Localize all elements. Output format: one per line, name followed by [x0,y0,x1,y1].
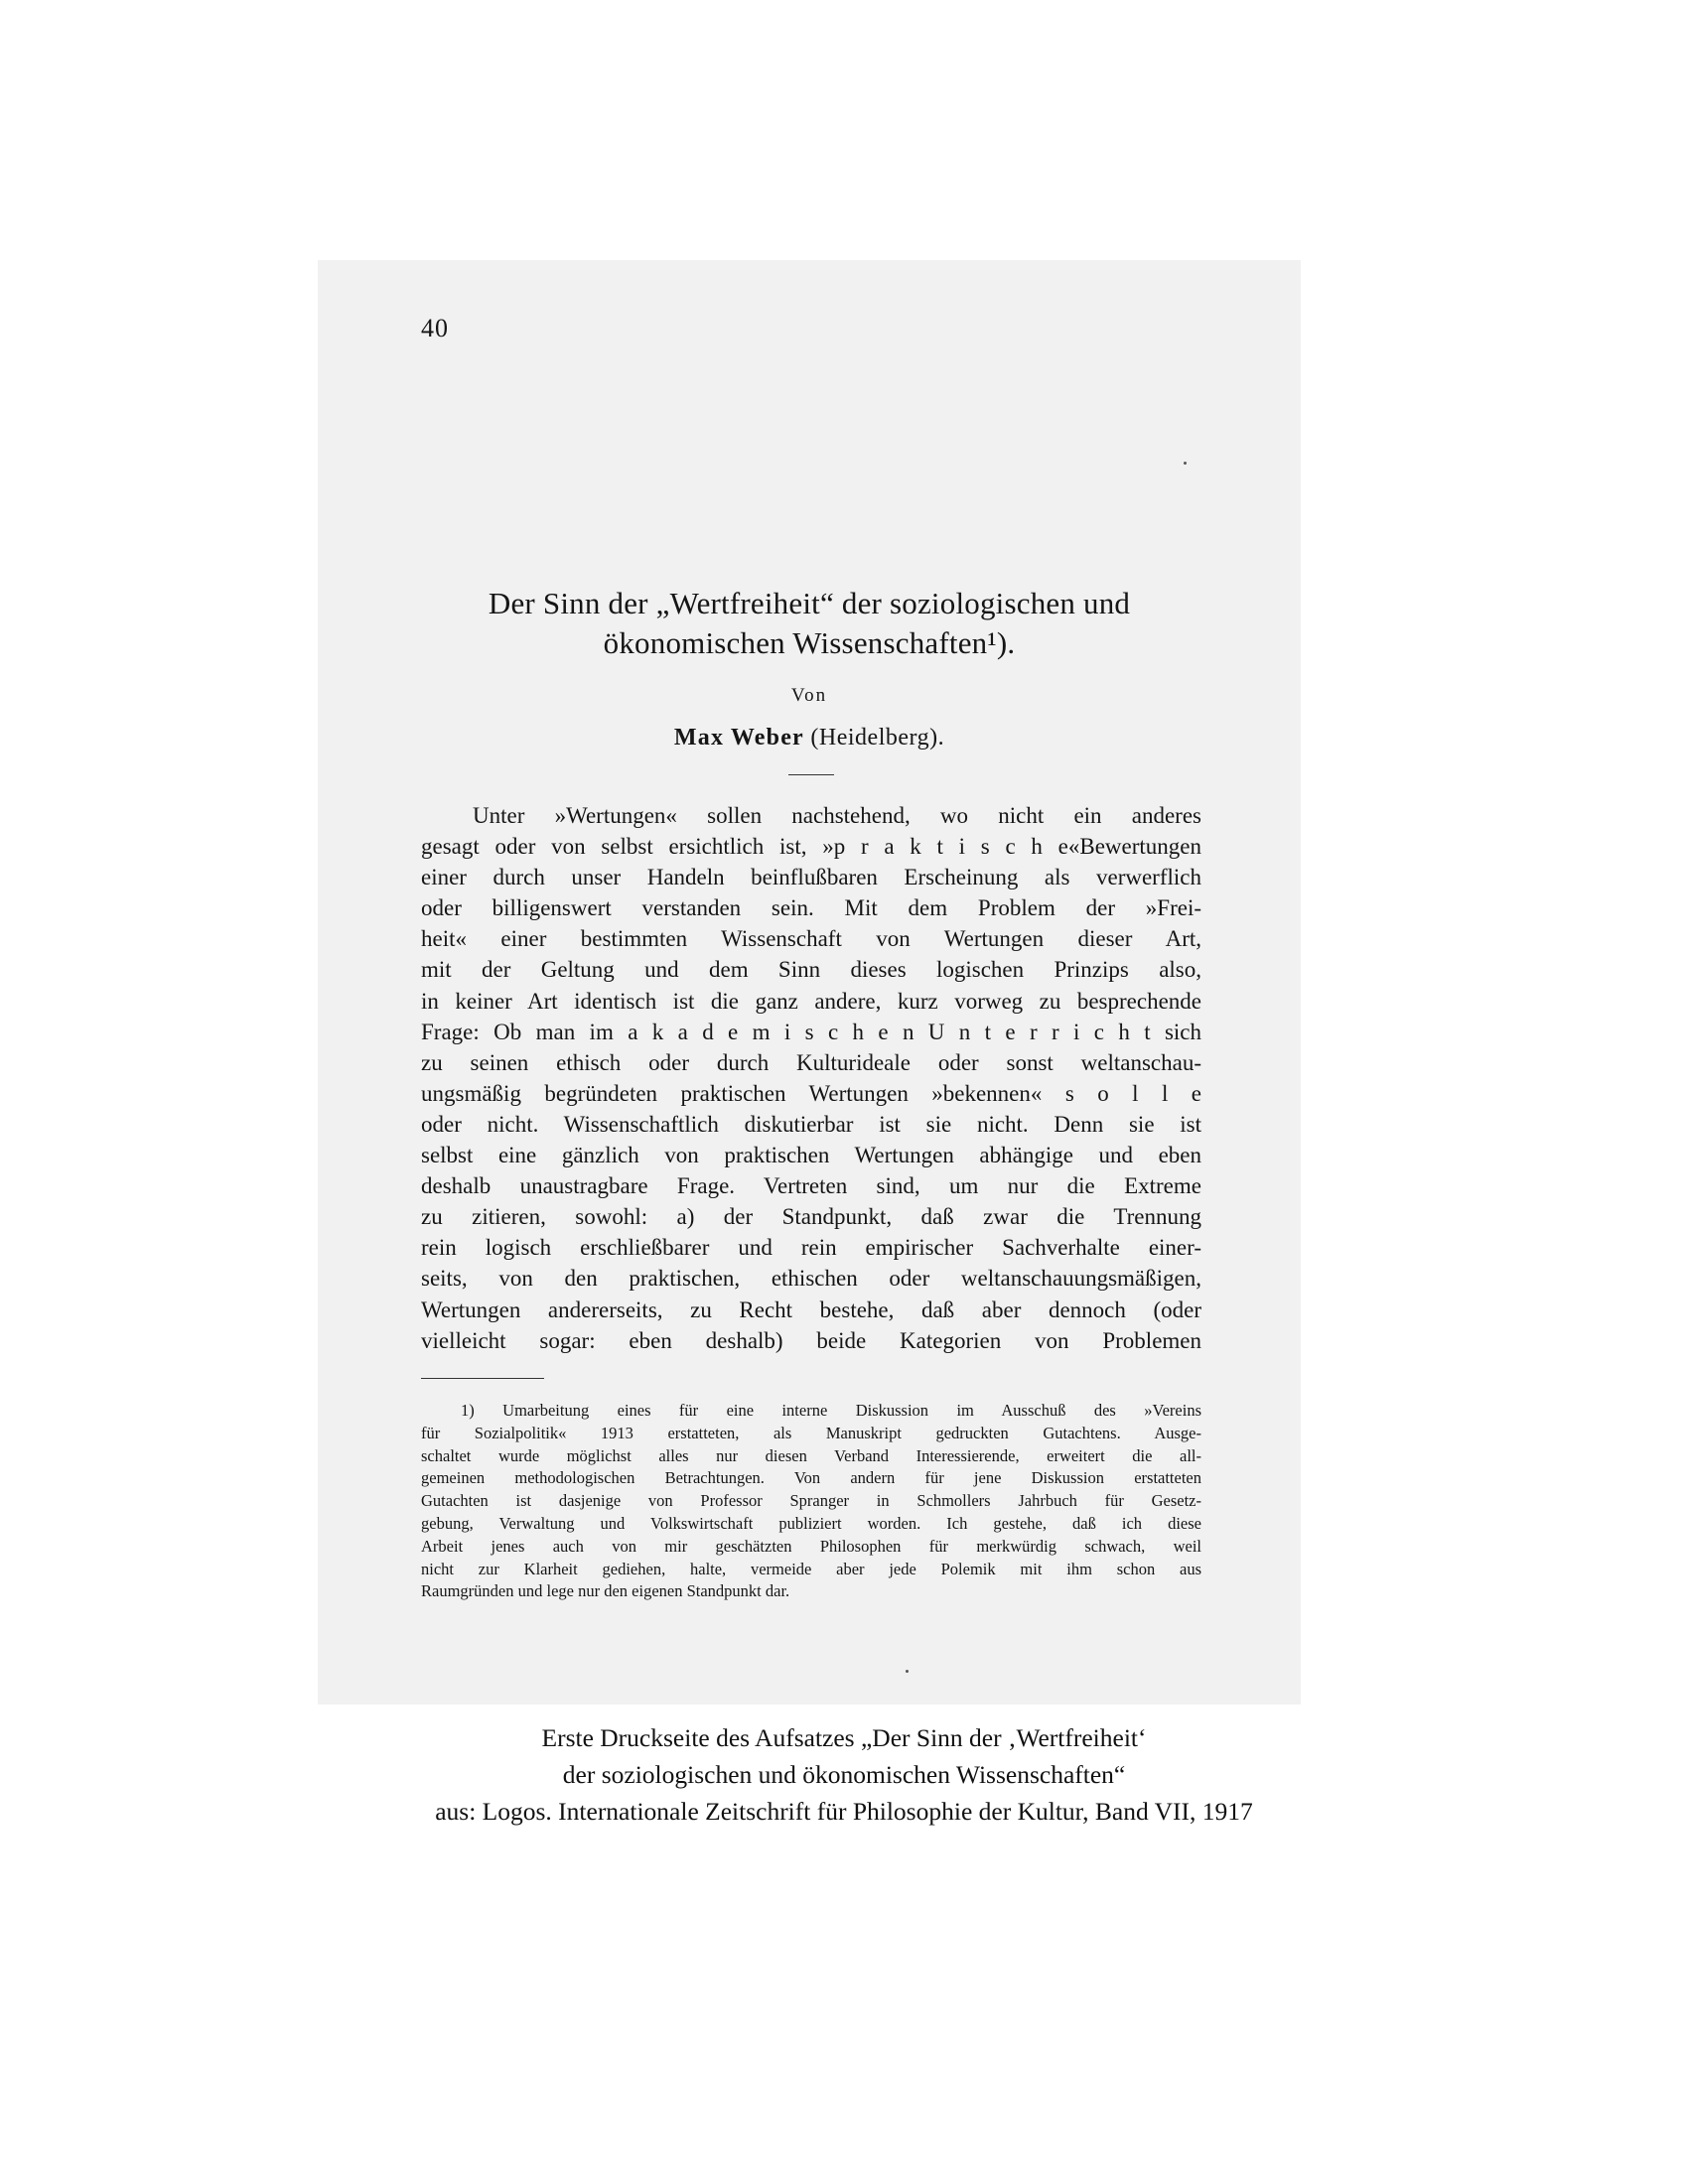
footnote-line: für Sozialpolitik« 1913 erstatteten, als Manuskript gedruckten Gutachtens. Ausge- [421,1423,1201,1442]
figure-caption [0,1719,1688,1830]
body-line: zu seinen ethisch oder durch Kulturideale oder sonst weltanschau- [421,1049,1201,1075]
body-line: gesagt oder von selbst ersichtlich ist, »p r a k t i s c h e«Bewertungen [421,834,1201,860]
body-line: Unter »Wertungen« sollen nachstehend, wo nicht ein anderes [473,803,1201,828]
title-divider [788,774,834,775]
page-number: 40 [421,314,449,342]
body-line: mit der Geltung und dem Sinn dieses logischen Prinzips also, [421,957,1201,983]
footnote-line: Arbeit jenes auch von mir geschätzten Philosophen für merkwürdig schwach, weil [421,1536,1201,1556]
footnote-line: schaltet wurde möglichst alles nur diesen Verband Interessierende, erweitert die all- [421,1445,1201,1465]
body-line: Wertungen andererseits, zu Recht bestehe, daß aber dennoch (oder [421,1297,1201,1322]
body-line: ungsmäßig begründeten praktischen Wertungen »bekennen« s o l l e [421,1080,1201,1106]
footnote-divider [421,1378,544,1379]
scanned-page [318,260,1301,1705]
body-line: Frage: Ob man im a k a d e m i s c h e n U n t e r r i c h t sich [421,1019,1201,1044]
footnote-line: Gutachten ist dasjenige von Professor Spranger in Schmollers Jahrbuch für Gesetz- [421,1491,1201,1511]
caption-line: aus: Logos. Internationale Zeitschrift für Philosophie der Kultur, Band VII, 1917 [435,1797,1253,1826]
caption-line: der soziologischen und ökonomischen Wissenschaften“ [562,1760,1126,1789]
scan-speck [906,1670,909,1673]
body-paragraph [421,800,1201,1356]
body-line: deshalb unaustragbare Frage. Vertreten sind, um nur die Extreme [421,1173,1201,1199]
article-title [377,584,1241,663]
author-affiliation: (Heidelberg). [810,725,945,751]
byline-prefix: Von [790,685,828,706]
body-line: seits, von den praktischen, ethischen oder weltanschauungsmäßigen, [421,1266,1201,1292]
caption-line: Erste Druckseite des Aufsatzes „Der Sinn der ‚Wertfreiheit‘ [541,1723,1147,1752]
author-line [318,725,1301,751]
body-line: in keiner Art identisch ist die ganz andere, kurz vorweg zu besprechende [421,988,1201,1014]
body-line: einer durch unser Handeln beinflußbaren Erscheinung als verwerflich [421,865,1201,890]
footnote-line: gebung, Verwaltung und Volkswirtschaft publiziert worden. Ich gestehe, daß ich diese [421,1513,1201,1533]
body-line: heit« einer bestimmten Wissenschaft von Wertungen dieser Art, [421,926,1201,952]
scan-speck [1184,462,1187,465]
article-title-line: ökonomischen Wissenschaften¹). [603,625,1016,660]
footnote-line: 1) Umarbeitung eines für eine interne Diskussion im Ausschuß des »Vereins [461,1401,1201,1420]
author-name: Max Weber [673,725,804,751]
body-line: vielleicht sogar: eben deshalb) beide Kategorien von Problemen [421,1327,1201,1353]
body-line: rein logisch erschließbarer und rein empirischer Sachverhalte einer- [421,1235,1201,1261]
body-line: selbst eine gänzlich von praktischen Wertungen abhängige und eben [421,1143,1201,1168]
footnote [421,1400,1201,1603]
footnote-line: Raumgründen und lege nur den eigenen Standpunkt dar. [421,1581,790,1601]
footnote-line: gemeinen methodologischen Betrachtungen. Von andern für jene Diskussion erstatteten [421,1468,1201,1488]
article-title-line: Der Sinn der „Wertfreiheit“ der soziologischen und [488,586,1131,620]
body-line: oder nicht. Wissenschaftlich diskutierbar ist sie nicht. Denn sie ist [421,1111,1201,1137]
body-line: zu zitieren, sowohl: a) der Standpunkt, daß zwar die Trennung [421,1204,1201,1230]
footnote-line: nicht zur Klarheit gediehen, halte, vermeide aber jede Polemik mit ihm schon aus [421,1559,1201,1578]
body-line: oder billigenswert verstanden sein. Mit dem Problem der »Frei- [421,895,1201,921]
